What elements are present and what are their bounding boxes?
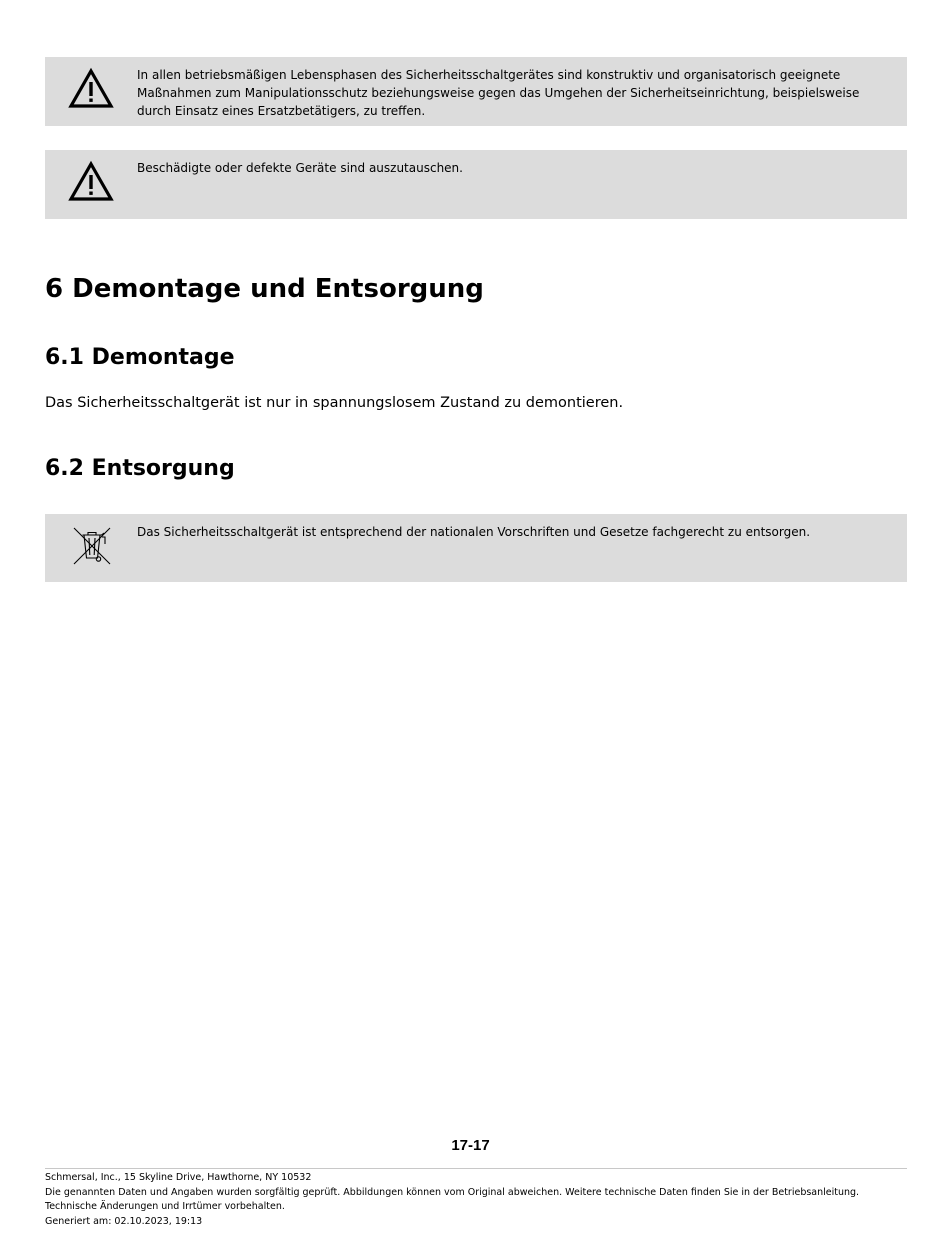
subsection-title-entsorgung: 6.2 Entsorgung (45, 456, 235, 481)
warning-notice-defective (45, 150, 907, 219)
warning-triangle-icon (67, 160, 115, 204)
disposal-notice (45, 514, 907, 582)
footer-generated: Generiert am: 02.10.2023, 19:13 (45, 1215, 203, 1227)
page-number: 17-17 (451, 1137, 490, 1154)
warning-notice-manipulation (45, 57, 907, 126)
demontage-text: Das Sicherheitsschaltgerät ist nur in spannungslosem Zustand zu demontieren. (45, 395, 624, 411)
section-title: 6 Demontage und Entsorgung (45, 274, 484, 304)
notice-text: Beschädigte oder defekte Geräte sind auszutauschen. (137, 161, 463, 175)
warning-triangle-icon (67, 67, 115, 111)
notice-text: Das Sicherheitsschaltgerät ist entsprechend der nationalen Vorschriften und Gesetze fachgerecht zu entsorgen. (137, 525, 811, 539)
footer-divider (45, 1168, 907, 1169)
crossed-out-bin-icon (71, 525, 113, 567)
notice-text: In allen betriebsmäßigen Lebensphasen des Sicherheitsschaltgerätes sind konstruktiv und organisatorisch geeignete Maßnahmen zum Manipulationsschutz beziehungsweise gegen das Umgehen der Sicherheitseinrichtung, beispielsweise durch Einsatz eines Ersatzbetätigers, zu treffen. (137, 68, 860, 118)
footer (45, 1171, 915, 1229)
subsection-title-demontage: 6.1 Demontage (45, 345, 235, 370)
footer-changes: Technische Änderungen und Irrtümer vorbehalten. (45, 1201, 285, 1212)
footer-address: Schmersal, Inc., 15 Skyline Drive, Hawthorne, NY 10532 (45, 1172, 312, 1183)
footer-disclaimer: Die genannten Daten und Angaben wurden sorgfältig geprüft. Abbildungen können vom Original abweichen. Weitere technische Daten finden Sie in der Betriebsanleitung. (45, 1186, 860, 1198)
